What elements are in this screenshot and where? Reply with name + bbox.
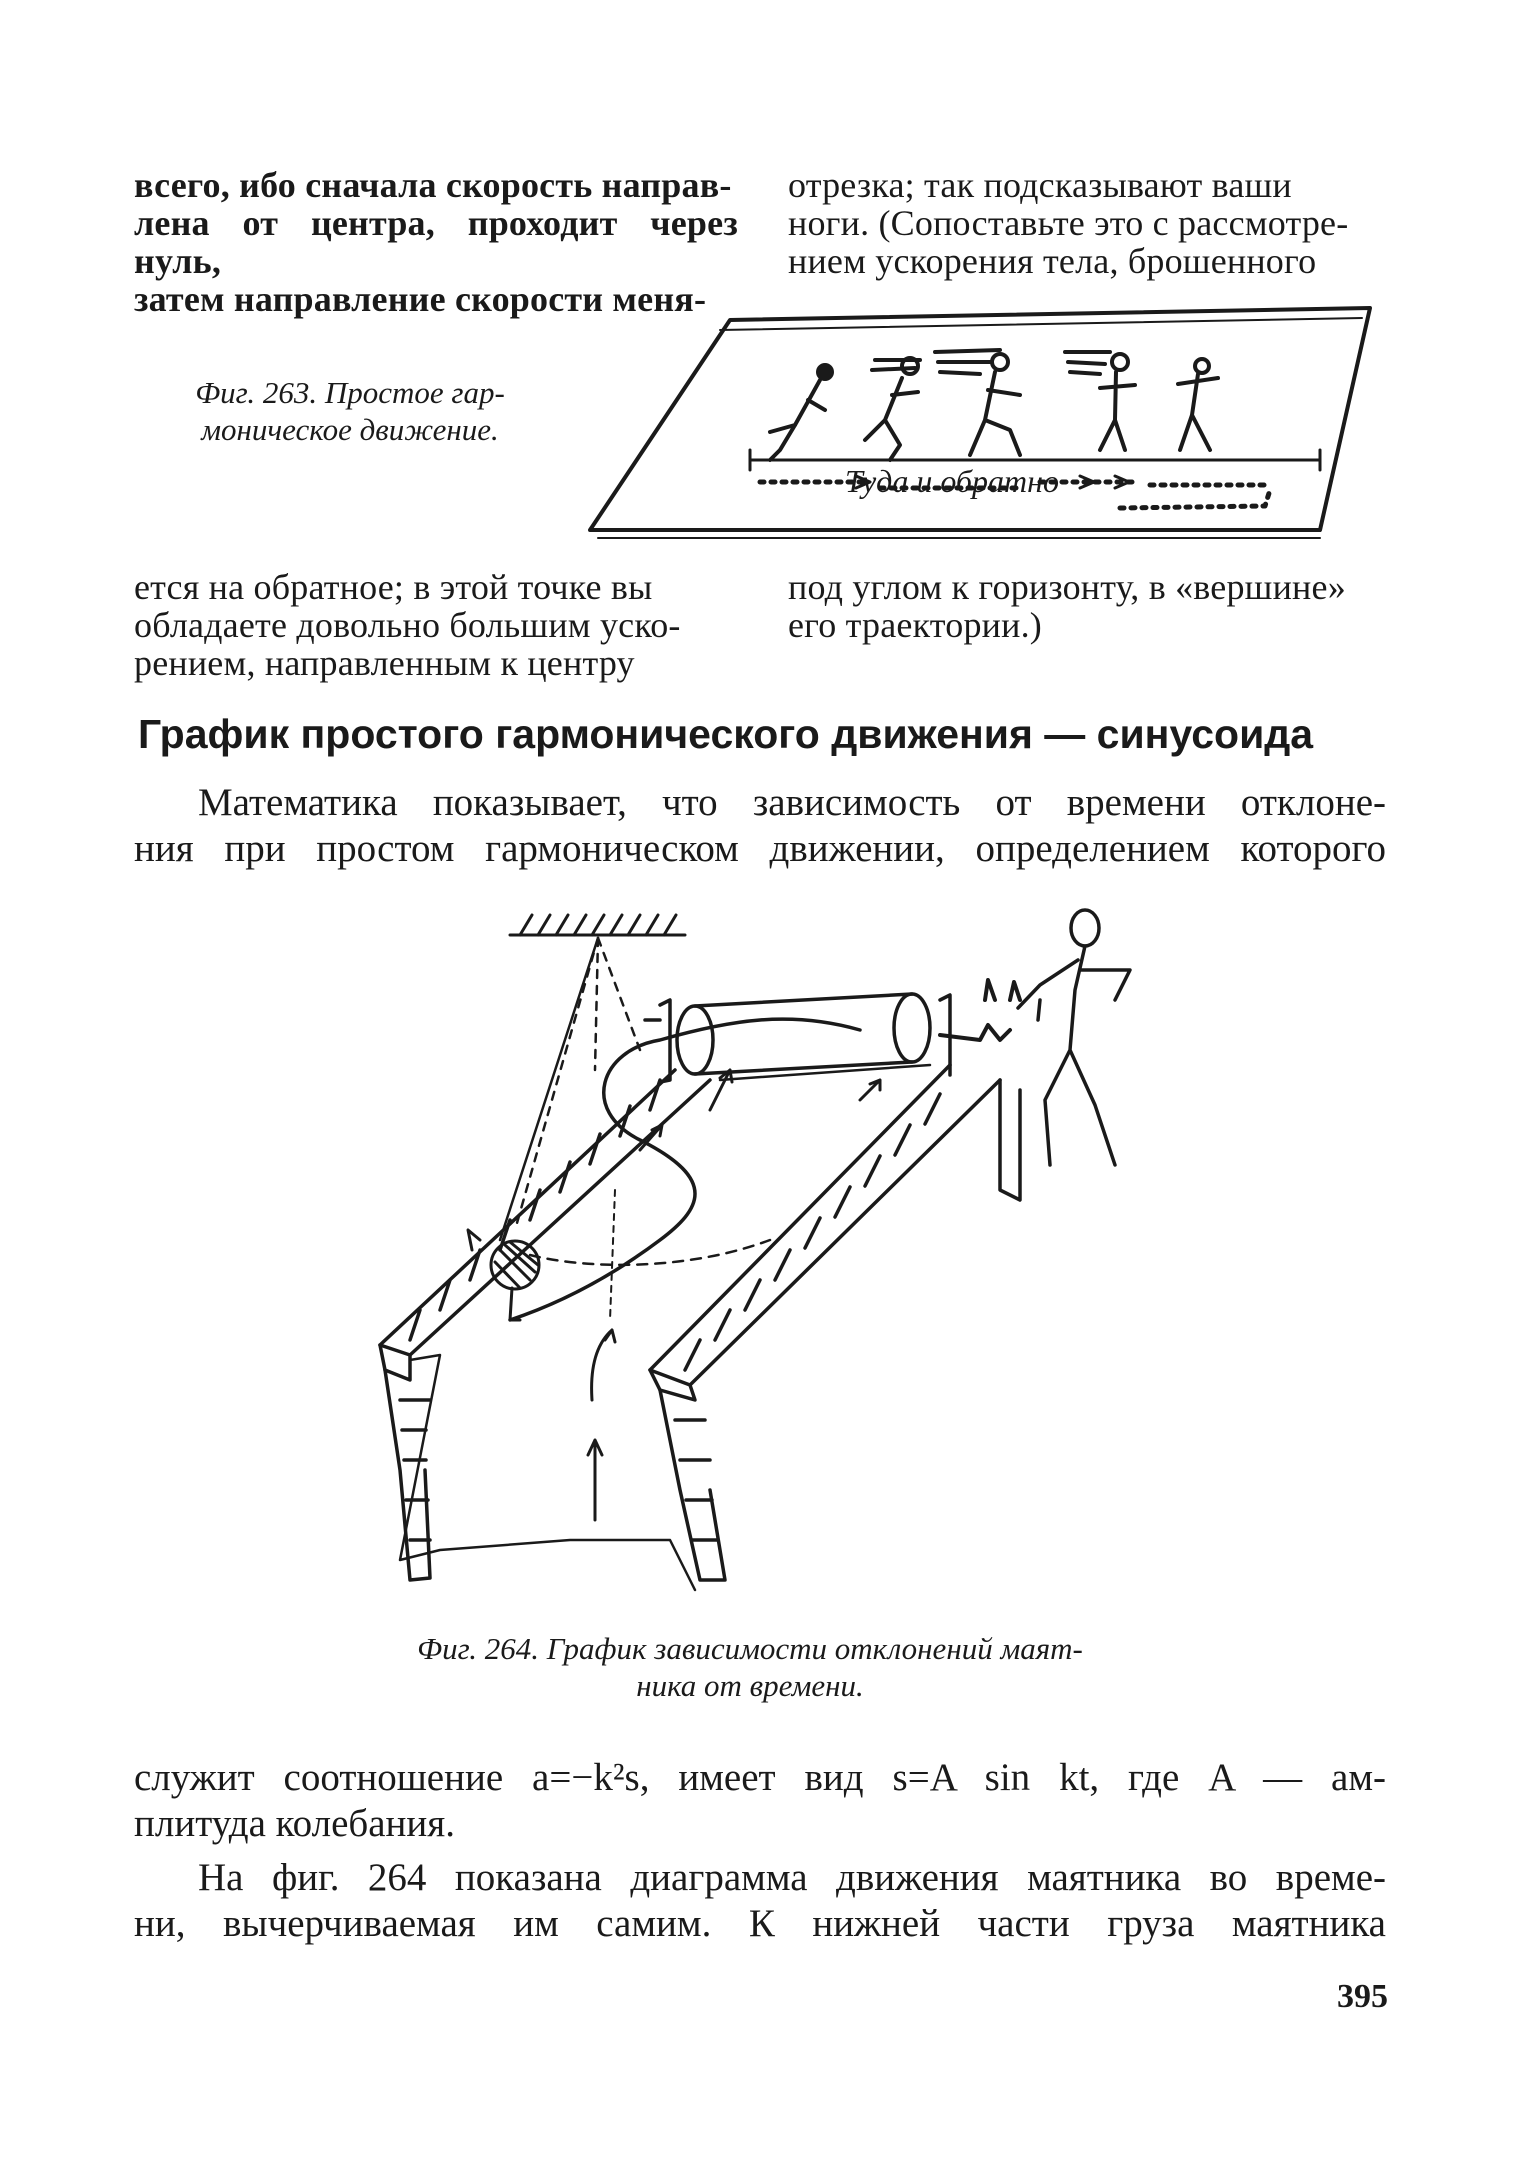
text-line: На фиг. 264 показана диаграмма движения маятника во време- <box>198 1856 1386 1899</box>
crank-handle <box>940 980 1020 1040</box>
running-figures <box>770 350 1218 460</box>
formula-paragraph <box>134 1755 1386 1847</box>
top-left-column <box>134 166 738 318</box>
text-line: ния при простом гармоническом движении, определением которого <box>134 827 1386 870</box>
text-line: нием ускорения тела, брошенного <box>788 241 1317 281</box>
text-line: лена от центра, проходит через нуль, <box>134 203 738 281</box>
fig264-caption <box>300 1630 1200 1704</box>
text-line: ноги. (Сопоставьте это с рассмотре- <box>788 203 1349 243</box>
caption-line: Фиг. 264. График зависимости отклонений маят- <box>417 1631 1083 1666</box>
closing-paragraph <box>134 1855 1386 1947</box>
top-right-column <box>788 166 1386 280</box>
text-line: служит соотношение a=−k²s, имеет вид s=A sin kt, где A — ам- <box>134 1756 1386 1799</box>
text-line: плитуда колебания. <box>134 1802 455 1845</box>
caption-line: моническое движение. <box>201 412 499 447</box>
page-number: 395 <box>1337 1978 1388 2015</box>
fig263-caption <box>150 374 550 448</box>
text-line: под углом к горизонту, в «вершине» <box>788 567 1346 607</box>
mid-right-column <box>788 568 1386 644</box>
table <box>380 1065 1020 1580</box>
text-line: Математика показывает, что зависимость от времени отклоне- <box>198 781 1386 824</box>
text-line: обладаете довольно большим уско- <box>134 605 681 645</box>
text-line: его траектории.) <box>788 605 1042 645</box>
fig264-illustration <box>340 900 1260 1620</box>
pendulum-bob <box>468 1230 539 1320</box>
fig263-label: Туда и обратно <box>845 463 1059 499</box>
ceiling-support <box>510 915 685 935</box>
text-line: рением, направленным к центру <box>134 643 635 683</box>
motion-arrows <box>588 1070 880 1520</box>
intro-paragraph <box>134 780 1386 872</box>
fig263-illustration <box>580 300 1380 550</box>
text-line: отрезка; так подсказывают ваши <box>788 165 1292 205</box>
paper-sheet <box>400 1065 930 1590</box>
text-line: ется на обратное; в этой точке вы <box>134 567 653 607</box>
mid-left-column <box>134 568 738 682</box>
paper-roller <box>645 994 950 1082</box>
caption-line: Фиг. 263. Простое гар- <box>195 375 505 410</box>
text-line: ни, вычерчиваемая им самим. К нижней части груза маятника <box>134 1902 1386 1945</box>
text-line: затем направление скорости меня- <box>134 279 707 319</box>
stick-person <box>1018 910 1130 1165</box>
caption-line: ника от времени. <box>636 1668 864 1703</box>
section-heading: График простого гармонического движения — синусоида <box>138 711 1314 757</box>
pendulum-strings <box>515 938 640 1230</box>
text-line: всего, ибо сначала скорость направ- <box>134 165 732 205</box>
